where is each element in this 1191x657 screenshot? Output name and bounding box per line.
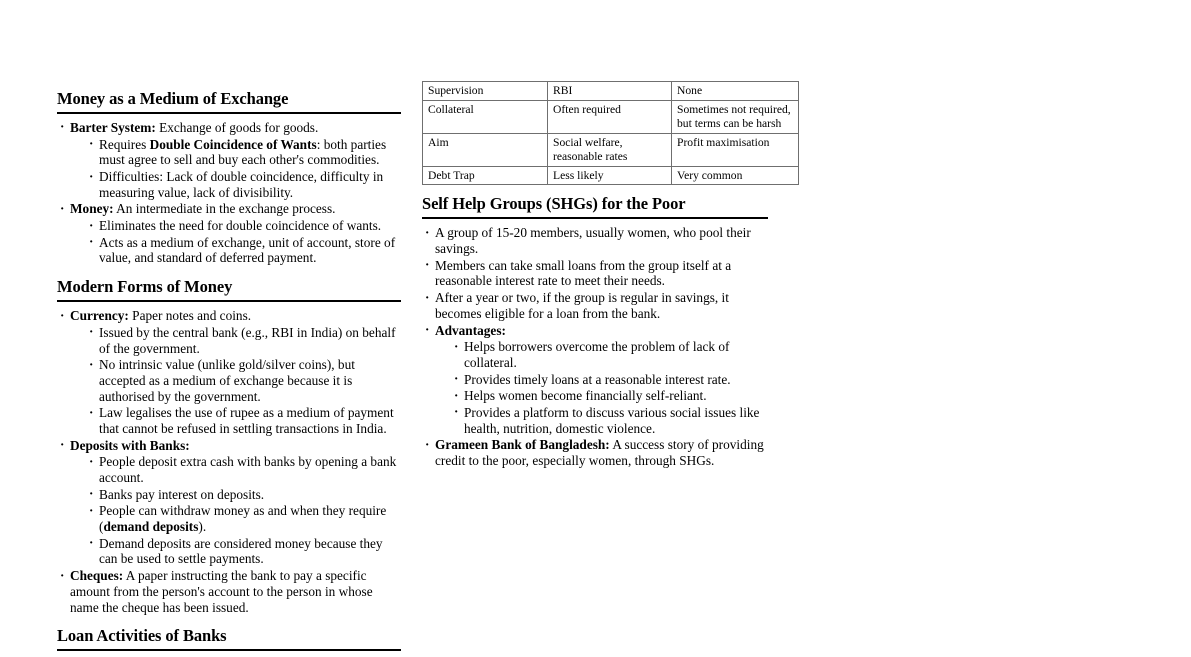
sub-item-bold: demand deposits bbox=[103, 519, 199, 535]
sub-item-pre: Law legalises the use of rupee as a medium of payment that cannot be refused in settling transactions in India. bbox=[99, 405, 394, 436]
list-item bbox=[87, 503, 401, 534]
table-row bbox=[423, 133, 799, 166]
sub-item-text bbox=[99, 405, 401, 436]
list-item bbox=[422, 258, 768, 289]
sub-item-text bbox=[464, 388, 768, 404]
table-cell-formal: Less likely bbox=[548, 166, 672, 185]
list-item bbox=[87, 218, 401, 234]
sub-item-pre: Eliminates the need for double coincidence of wants. bbox=[99, 218, 382, 234]
list-item-text bbox=[435, 323, 768, 339]
heading-rule bbox=[57, 649, 401, 651]
list-item bbox=[87, 235, 401, 266]
list-item-text bbox=[435, 290, 768, 321]
left-column bbox=[57, 90, 401, 657]
list-item bbox=[87, 137, 401, 168]
section-modern-forms-money bbox=[57, 278, 401, 615]
list-item-lead: Advantages: bbox=[435, 322, 506, 338]
section-self-help-groups bbox=[422, 195, 768, 468]
list-item bbox=[452, 405, 768, 436]
table-row bbox=[423, 100, 799, 133]
list-item bbox=[87, 405, 401, 436]
sub-item-pre: Provides a platform to discuss various social issues like health, nutrition, domestic violence. bbox=[464, 404, 760, 436]
sub-item-text bbox=[99, 235, 401, 266]
bullet-list bbox=[57, 308, 401, 615]
table-cell-feature: Collateral bbox=[423, 100, 548, 133]
heading-rule bbox=[57, 300, 401, 302]
sub-item-pre: Requires bbox=[99, 136, 150, 152]
list-item-body: An intermediate in the exchange process. bbox=[113, 201, 336, 217]
list-item-lead: Deposits with Banks: bbox=[70, 437, 190, 453]
list-item bbox=[87, 487, 401, 503]
list-item-body: A success story of providing credit to the poor, especially women, through SHGs. bbox=[435, 437, 764, 469]
section-title: Loan Activities of Banks bbox=[57, 626, 227, 646]
table-cell-informal: None bbox=[672, 82, 799, 101]
section-loan-activities-banks bbox=[57, 627, 401, 651]
list-item-text bbox=[70, 308, 401, 324]
right-column bbox=[422, 81, 791, 470]
sub-bullet-list bbox=[70, 325, 401, 437]
list-item-text bbox=[435, 225, 768, 256]
list-item-text bbox=[435, 258, 768, 289]
table-cell-feature: Supervision bbox=[423, 82, 548, 101]
sub-item-text bbox=[464, 339, 768, 370]
section-money-medium-exchange bbox=[57, 90, 401, 266]
table-cell-feature: Aim bbox=[423, 133, 548, 166]
list-item-lead: Currency: bbox=[70, 308, 129, 324]
table-row bbox=[423, 166, 799, 185]
list-item-body: Members can take small loans from the group itself at a reasonable interest rate to meet their needs. bbox=[435, 257, 732, 289]
sub-item-pre: Provides timely loans at a reasonable interest rate. bbox=[464, 371, 731, 387]
list-item bbox=[57, 201, 401, 266]
section-title: Modern Forms of Money bbox=[57, 277, 233, 297]
list-item bbox=[452, 339, 768, 370]
list-item bbox=[57, 308, 401, 437]
sub-item-text bbox=[99, 325, 401, 356]
sub-item-text bbox=[464, 372, 768, 388]
list-item bbox=[87, 536, 401, 567]
sub-bullet-list bbox=[435, 339, 768, 436]
list-item-text bbox=[70, 438, 401, 454]
list-item bbox=[422, 437, 768, 468]
sub-item-pre: People deposit extra cash with banks by opening a bank account. bbox=[99, 454, 397, 485]
sub-bullet-list bbox=[70, 218, 401, 266]
list-item-lead: Cheques: bbox=[70, 568, 124, 584]
list-item bbox=[452, 388, 768, 404]
list-item-text bbox=[70, 568, 401, 615]
sub-item-text bbox=[99, 357, 401, 404]
list-item-lead: Barter System: bbox=[70, 119, 156, 135]
sub-item-text bbox=[99, 536, 401, 567]
list-item bbox=[57, 120, 401, 200]
list-item bbox=[452, 372, 768, 388]
list-item bbox=[57, 568, 401, 615]
sub-item-post: : both parties must agree to sell and buy each other's commodities. bbox=[99, 136, 387, 168]
table-cell-formal: RBI bbox=[548, 82, 672, 101]
list-item-body: After a year or two, if the group is regular in savings, it becomes eligible for a loan from the bank. bbox=[435, 290, 729, 321]
list-item bbox=[87, 325, 401, 356]
sub-item-pre: Demand deposits are considered money because they can be used to settle payments. bbox=[99, 535, 383, 567]
sub-item-text bbox=[99, 503, 401, 534]
list-item bbox=[422, 323, 768, 437]
table-cell-informal: Profit maximisation bbox=[672, 133, 799, 166]
list-item bbox=[57, 438, 401, 568]
table-cell-informal: Very common bbox=[672, 166, 799, 185]
list-item-text bbox=[435, 437, 768, 468]
sub-item-pre: Banks pay interest on deposits. bbox=[99, 486, 265, 502]
list-item bbox=[87, 357, 401, 404]
sub-item-text bbox=[99, 218, 401, 234]
table-cell-informal: Sometimes not required, but terms can be harsh bbox=[672, 100, 799, 133]
sub-bullet-list bbox=[70, 137, 401, 201]
sub-item-text bbox=[464, 405, 768, 436]
list-item-lead: Grameen Bank of Bangladesh: bbox=[435, 437, 610, 453]
list-item-body: A group of 15-20 members, usually women, who pool their savings. bbox=[435, 225, 751, 257]
sub-item-text bbox=[99, 137, 401, 168]
table-cell-formal: Social welfare, reasonable rates bbox=[548, 133, 672, 166]
sub-item-text bbox=[99, 454, 401, 485]
list-item bbox=[87, 454, 401, 485]
sub-item-pre: Acts as a medium of exchange, unit of account, store of value, and standard of deferred payment. bbox=[99, 234, 396, 266]
list-item-body: Exchange of goods for goods. bbox=[155, 119, 319, 135]
sub-item-text bbox=[99, 169, 401, 200]
section-title: Self Help Groups (SHGs) for the Poor bbox=[422, 194, 686, 214]
sub-item-pre: People can withdraw money as and when they require ( bbox=[99, 503, 387, 535]
table-cell-feature: Debt Trap bbox=[423, 166, 548, 185]
list-item-lead: Money: bbox=[70, 201, 114, 217]
sub-item-pre: Issued by the central bank (e.g., RBI in India) on behalf of the government. bbox=[99, 324, 396, 356]
list-item-text bbox=[70, 120, 401, 136]
bullet-list bbox=[422, 225, 768, 468]
list-item bbox=[422, 290, 768, 321]
bullet-list bbox=[57, 120, 401, 266]
sub-item-pre: Helps women become financially self-reliant. bbox=[464, 388, 707, 404]
list-item bbox=[87, 169, 401, 200]
list-item-body: A paper instructing the bank to pay a specific amount from the person's account to the person in whose name the cheque has been issued. bbox=[70, 568, 373, 615]
sub-item-pre: Difficulties: Lack of double coincidence, difficulty in measuring value, lack of divisibility. bbox=[99, 169, 384, 200]
table-row bbox=[423, 82, 799, 101]
sub-bullet-list bbox=[70, 454, 401, 567]
list-item-text bbox=[70, 201, 401, 217]
sub-item-pre: No intrinsic value (unlike gold/silver coins), but accepted as a medium of exchange because it is authorised by the government. bbox=[99, 357, 355, 404]
comparison-table bbox=[422, 81, 799, 185]
heading-rule bbox=[57, 112, 401, 114]
sub-item-post: ). bbox=[198, 519, 207, 535]
page-title: Money as a Medium of Exchange bbox=[57, 89, 289, 108]
sub-item-pre: Helps borrowers overcome the problem of lack of collateral. bbox=[464, 339, 730, 370]
sub-item-text bbox=[99, 487, 401, 503]
heading-rule bbox=[422, 217, 768, 219]
list-item bbox=[422, 225, 768, 256]
list-item-body: Paper notes and coins. bbox=[128, 308, 252, 324]
sub-item-bold: Double Coincidence of Wants bbox=[149, 136, 317, 152]
table-cell-formal: Often required bbox=[548, 100, 672, 133]
